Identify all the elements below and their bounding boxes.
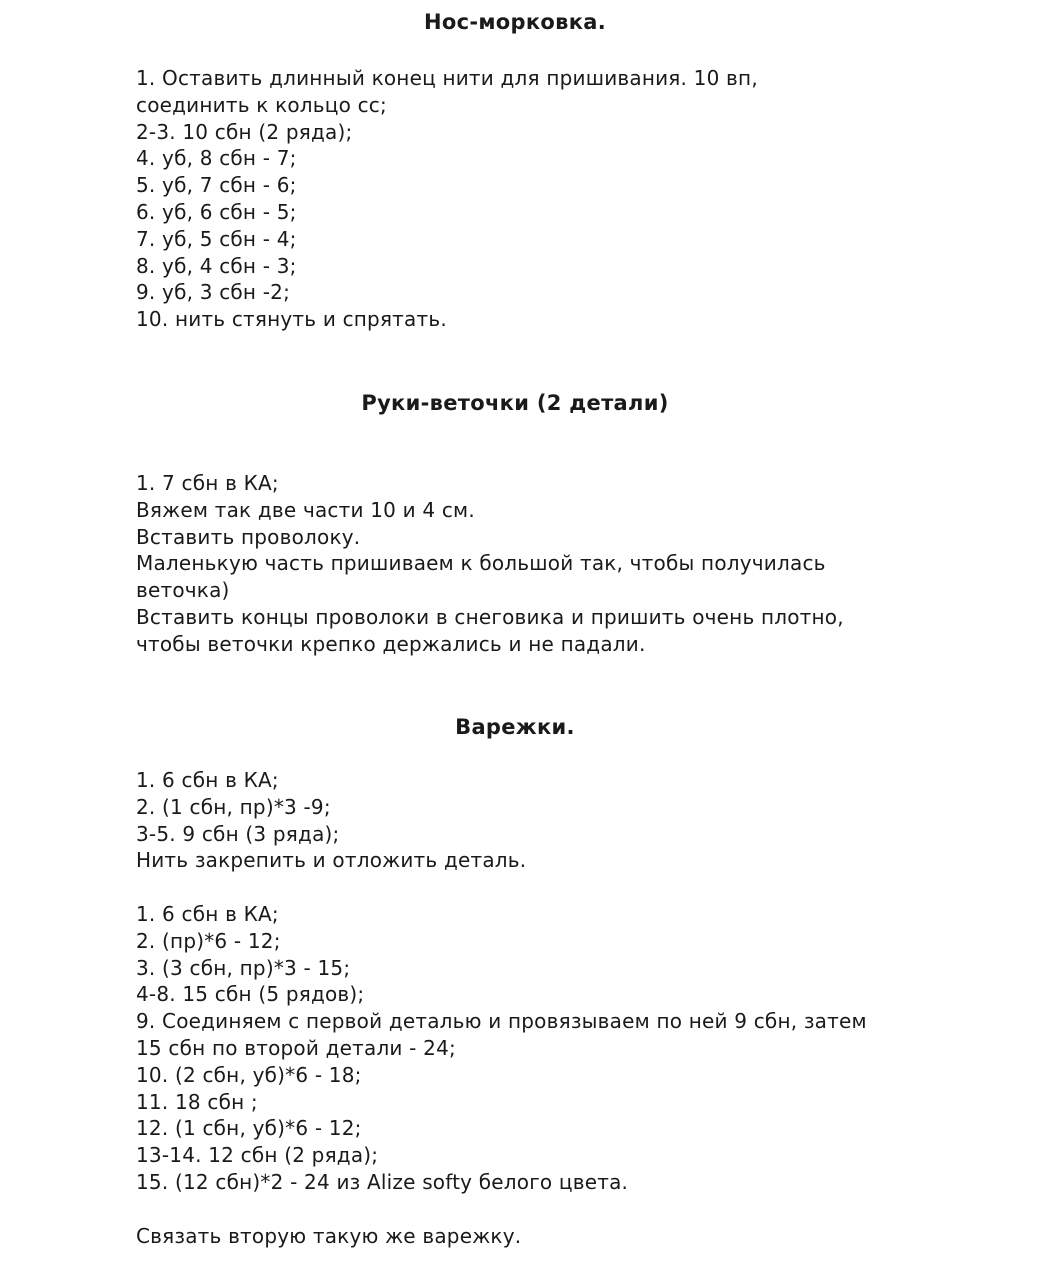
instruction-line: 8. уб, 4 сбн - 3; [136,253,297,278]
instruction-line: 1. Оставить длинный конец нити для пришивания. 10 вп, [136,66,758,90]
section-title-mittens: Варежки. [455,715,575,739]
instruction-line: 10. нить стянуть и спрятать. [136,307,447,332]
instruction-line: 4-8. 15 сбн (5 рядов); [136,982,365,1007]
instruction-line: чтобы веточки крепко держались и не падали. [136,631,646,656]
instruction-line: 9. уб, 3 сбн -2; [136,280,291,305]
paragraph-gap [136,1196,1016,1223]
instruction-line: 2-3. 10 сбн (2 ряда); [136,119,353,144]
section-title-nose: Нос-морковка. [423,10,607,34]
instruction-line: 1. 6 сбн в КА; [136,768,279,792]
instruction-line: 7. уб, 5 сбн - 4; [136,226,297,251]
section-title-arms: Руки-веточки (2 детали) [361,391,669,415]
instruction-line: 5. уб, 7 сбн - 6; [136,173,297,198]
instruction-line: 11. 18 сбн ; [136,1089,258,1114]
instruction-line: Нить закрепить и отложить деталь. [136,848,527,873]
instruction-line: 15. (12 сбн)*2 - 24 из Alize softy белого цвета. [136,1169,629,1194]
closing-note: Связать вторую такую же варежку. [136,1223,522,1248]
instruction-line: 2. (пр)*6 - 12; [136,928,281,953]
instruction-line: 4. уб, 8 сбн - 7; [136,146,297,171]
section-body-arms [136,470,1016,658]
instruction-line: веточка) [136,578,230,603]
instruction-line: Вяжем так две части 10 и 4 см. [136,497,475,522]
instruction-line: 10. (2 сбн, уб)*6 - 18; [136,1062,362,1087]
instruction-line: Вставить концы проволоки в снеговика и пришить очень плотно, [136,604,844,629]
instruction-line: Маленькую часть пришиваем к большой так, чтобы получилась [136,551,826,576]
instruction-line: 3. (3 сбн, пр)*3 - 15; [136,955,351,980]
instruction-line: 1. 7 сбн в КА; [136,471,279,495]
instruction-line: 6. уб, 6 сбн - 5; [136,199,297,224]
instruction-line: 2. (1 сбн, пр)*3 -9; [136,794,331,819]
instruction-line: 1. 6 сбн в КА; [136,901,279,926]
instruction-line: Вставить проволоку. [136,524,361,549]
instruction-line: 15 сбн по второй детали - 24; [136,1035,456,1060]
section-body-nose [136,65,1016,333]
instruction-line: 12. (1 сбн, уб)*6 - 12; [136,1116,362,1141]
section-body-mittens [136,767,1016,1249]
instruction-line: 9. Соединяем с первой деталью и провязываем по ней 9 сбн, затем [136,1009,867,1034]
instruction-line: 13-14. 12 сбн (2 ряда); [136,1143,379,1168]
instruction-line: 3-5. 9 сбн (3 ряда); [136,821,340,846]
instruction-line: соединить к кольцо сс; [136,92,387,117]
paragraph-gap [136,874,1016,901]
